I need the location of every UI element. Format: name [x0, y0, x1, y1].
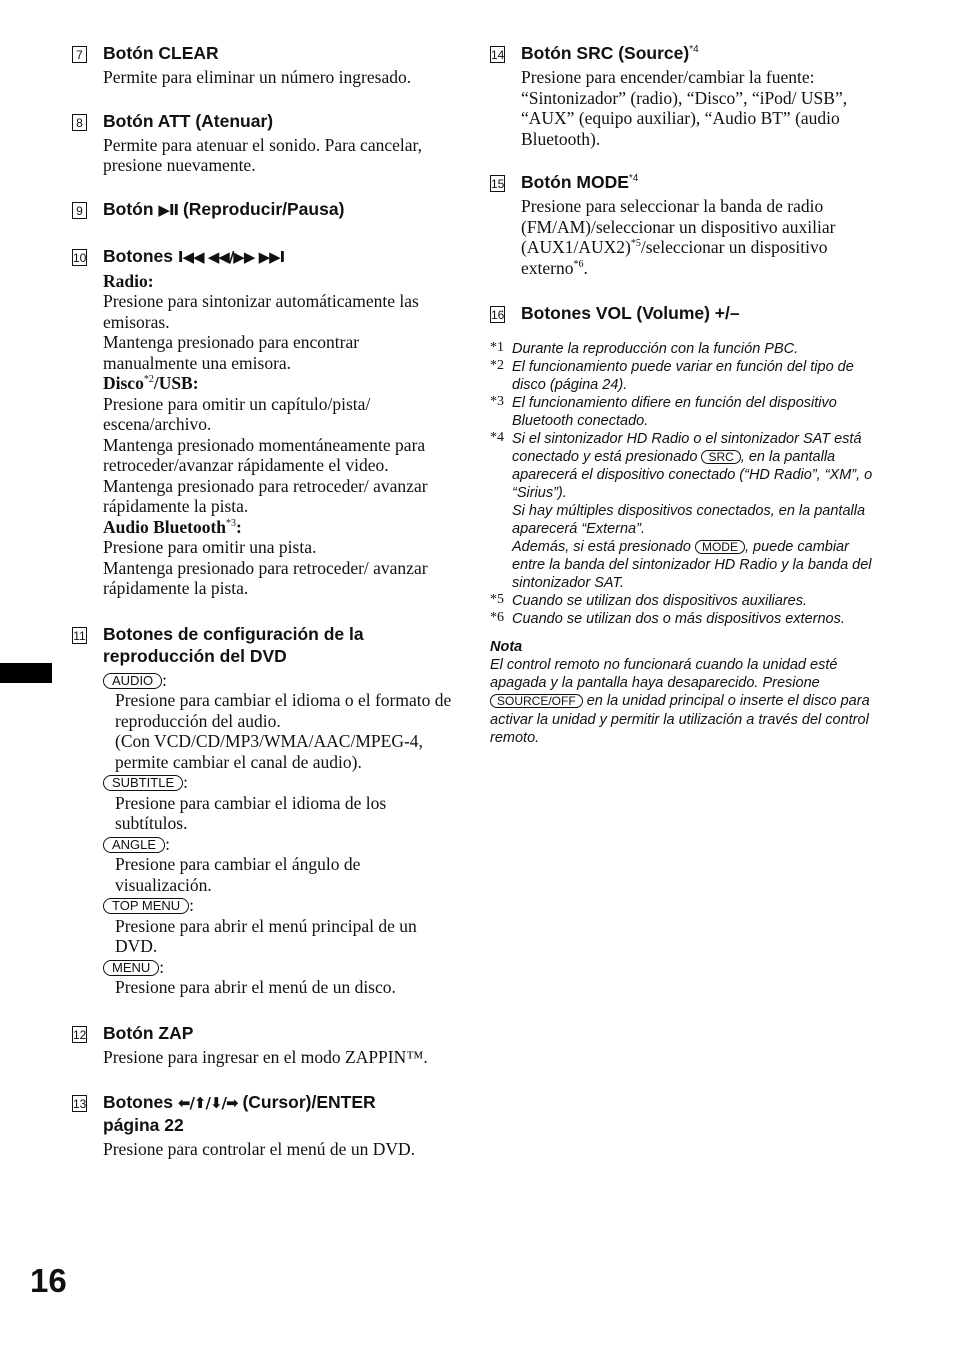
- footnote: *3 El funcionamiento difiere en función del dispositivo Bluetooth conectado.: [490, 394, 837, 429]
- item-number: 9: [72, 202, 87, 219]
- audio-text-2: (Con VCD/CD/MP3/WMA/AAC/MPEG-4, permite cambiar el canal de audio).: [115, 731, 423, 772]
- arrow-icons: ⬅/⬆/⬇/➡: [177, 1094, 238, 1112]
- footnote: *6 Cuando se utilizan dos o más dispositivos externos.: [490, 610, 845, 627]
- angle-key: ANGLE: [103, 837, 165, 853]
- item-title: Botón SRC (Source)$^{*4}$: [521, 43, 699, 63]
- note-text: El control remoto no funcionará cuando la unidad esté apagada y la pantalla haya desaparecido. Presione SOURCE/OFF en la unidad principal o inserte el disco para activar la unidad y permitir la utilización a través del control remoto.: [490, 657, 870, 746]
- item-title: Botón ZAP: [103, 1022, 194, 1043]
- item-title: Botón MODE$^{*4}$: [521, 172, 639, 192]
- item-skip: [72, 245, 452, 599]
- radio-label: Radio:: [103, 270, 154, 291]
- disco-text-3: Mantenga presionado para retroceder/ avanzar rápidamente la pista.: [103, 475, 428, 516]
- item-number: 8: [72, 114, 87, 131]
- note-heading: Nota: [490, 639, 523, 655]
- menu-key: MENU: [103, 960, 159, 976]
- audio-key: AUDIO: [103, 673, 162, 689]
- src-key: SRC: [701, 450, 740, 464]
- item-number: 11: [73, 628, 86, 643]
- radio-text-1: Presione para sintonizar automáticamente las emisoras.: [103, 291, 419, 332]
- left-column: [72, 42, 452, 1178]
- footnote: *1 Durante la reproducción con la función PBC.: [490, 340, 799, 357]
- bluetooth-label: Audio Bluetooth$^{*3}$:: [103, 516, 242, 537]
- menu-text: Presione para abrir el menú de un disco.: [115, 977, 396, 997]
- item-body: Presione para seleccionar la banda de radio (FM/AM)/seleccionar un dispositivo auxiliar $(AUX1/AUX2)^{*5}$/seleccionar un dispositivo externo$^{*6}$.: [521, 196, 836, 278]
- disco-label: Disco$^{*2}$/USB:: [103, 373, 199, 393]
- page-reference: página 22: [103, 1115, 184, 1135]
- top-menu-key: TOP MENU: [103, 898, 189, 914]
- audio-text-1: Presione para cambiar el idioma o el formato de reproducción del audio.: [115, 690, 452, 731]
- angle-text: Presione para cambiar el ángulo de visualización.: [115, 854, 361, 895]
- item-number: 13: [73, 1097, 87, 1111]
- footnote: *5 Cuando se utilizan dos dispositivos auxiliares.: [490, 592, 807, 609]
- item-number: 10: [73, 250, 87, 265]
- subtitle-key-line: SUBTITLE :: [103, 772, 452, 793]
- item-number: 16: [491, 308, 505, 322]
- item-title: Botón ▶II (Reproducir/Pausa): [103, 198, 345, 219]
- footnote: *2 El funcionamiento puede variar en función del tipo de disco (página 24).: [490, 358, 854, 393]
- item-play-pause: [72, 198, 452, 221]
- bluetooth-text-1: Presione para omitir una pista.: [103, 537, 317, 557]
- item-src: [490, 42, 875, 149]
- item-mode: [490, 171, 875, 278]
- angle-key-line: ANGLE :: [103, 834, 452, 855]
- item-zap: [72, 1022, 452, 1068]
- source-off-key: SOURCE/OFF: [490, 694, 583, 708]
- play-pause-icon: ▶II: [158, 200, 179, 219]
- disco-text-2: Mantenga presionado momentáneamente para retroceder/avanzar rápidamente el video.: [103, 434, 426, 475]
- item-title: Botones VOL (Volume) +/–: [521, 303, 740, 323]
- item-number: 14: [491, 48, 505, 62]
- item-number: 15: [491, 177, 505, 191]
- menu-key-line: MENU :: [103, 957, 452, 978]
- item-title: Botón ATT (Atenuar): [103, 110, 274, 131]
- mode-key: MODE: [695, 540, 745, 554]
- item-body: Presione para controlar el menú de un DVD.: [103, 1139, 415, 1159]
- item-title: Botones ⬅/⬆/⬇/➡ (Cursor)/ENTER: [103, 1092, 376, 1112]
- audio-key-line: AUDIO :: [103, 670, 452, 691]
- item-body: Permite para atenuar el sonido. Para cancelar, presione nuevamente.: [103, 134, 423, 175]
- item-att: [72, 110, 452, 176]
- right-column: [490, 42, 875, 747]
- item-dvd-setup: [72, 623, 452, 998]
- item-title: Botones de configuración de la reproducción del DVD: [103, 623, 364, 666]
- top-menu-text: Presione para abrir el menú principal de un DVD.: [115, 915, 417, 956]
- item-cursor: [72, 1091, 452, 1160]
- footnote: *4 Si el sintonizador HD Radio o el sintonizador SAT está conectado y está presionado SRC , en la pantalla aparecerá el dispositivo conectado (“HD Radio”, “XM”, o “Sirius”). Si hay múltiples dispositivos conectados, en la pantalla aparecerá “Externa”. Además, si está presionado MODE , puede cambiar entre la banda del sintonizador HD Radio y la banda del sintonizador SAT.: [490, 430, 873, 591]
- skip-seek-icons: I◀◀ ◀◀/▶▶ ▶▶I: [177, 247, 285, 266]
- subtitle-text: Presione para cambiar el idioma de los subtítulos.: [115, 792, 387, 833]
- radio-text-2: Mantenga presionado para encontrar manualmente una emisora.: [103, 332, 360, 373]
- disco-text-1: Presione para omitir un capítulo/pista/ escena/archivo.: [103, 393, 371, 434]
- item-body: Permite para eliminar un número ingresado.: [103, 67, 412, 87]
- item-title: Botones I◀◀ ◀◀/▶▶ ▶▶I: [103, 245, 285, 266]
- bluetooth-text-2: Mantenga presionado para retroceder/ avanzar rápidamente la pista.: [103, 557, 428, 598]
- item-body: Presione para ingresar en el modo ZAPPIN™.: [103, 1046, 428, 1067]
- footnotes: [490, 340, 875, 628]
- page-number: 16: [30, 1262, 67, 1299]
- item-number: 12: [73, 1027, 87, 1042]
- subtitle-key: SUBTITLE: [103, 775, 183, 791]
- item-vol: [490, 302, 875, 324]
- item-title: Botón CLEAR: [103, 43, 219, 63]
- section-tab-marker: [0, 663, 52, 683]
- item-number: 7: [72, 46, 87, 63]
- top-menu-key-line: TOP MENU :: [103, 895, 452, 916]
- item-clear: [72, 42, 452, 88]
- item-body: Presione para encender/cambiar la fuente: “Sintonizador” (radio), “Disco”, “iPod/ USB”, “AUX” (equipo auxiliar), “Audio BT” (audio Bluetooth).: [521, 67, 848, 149]
